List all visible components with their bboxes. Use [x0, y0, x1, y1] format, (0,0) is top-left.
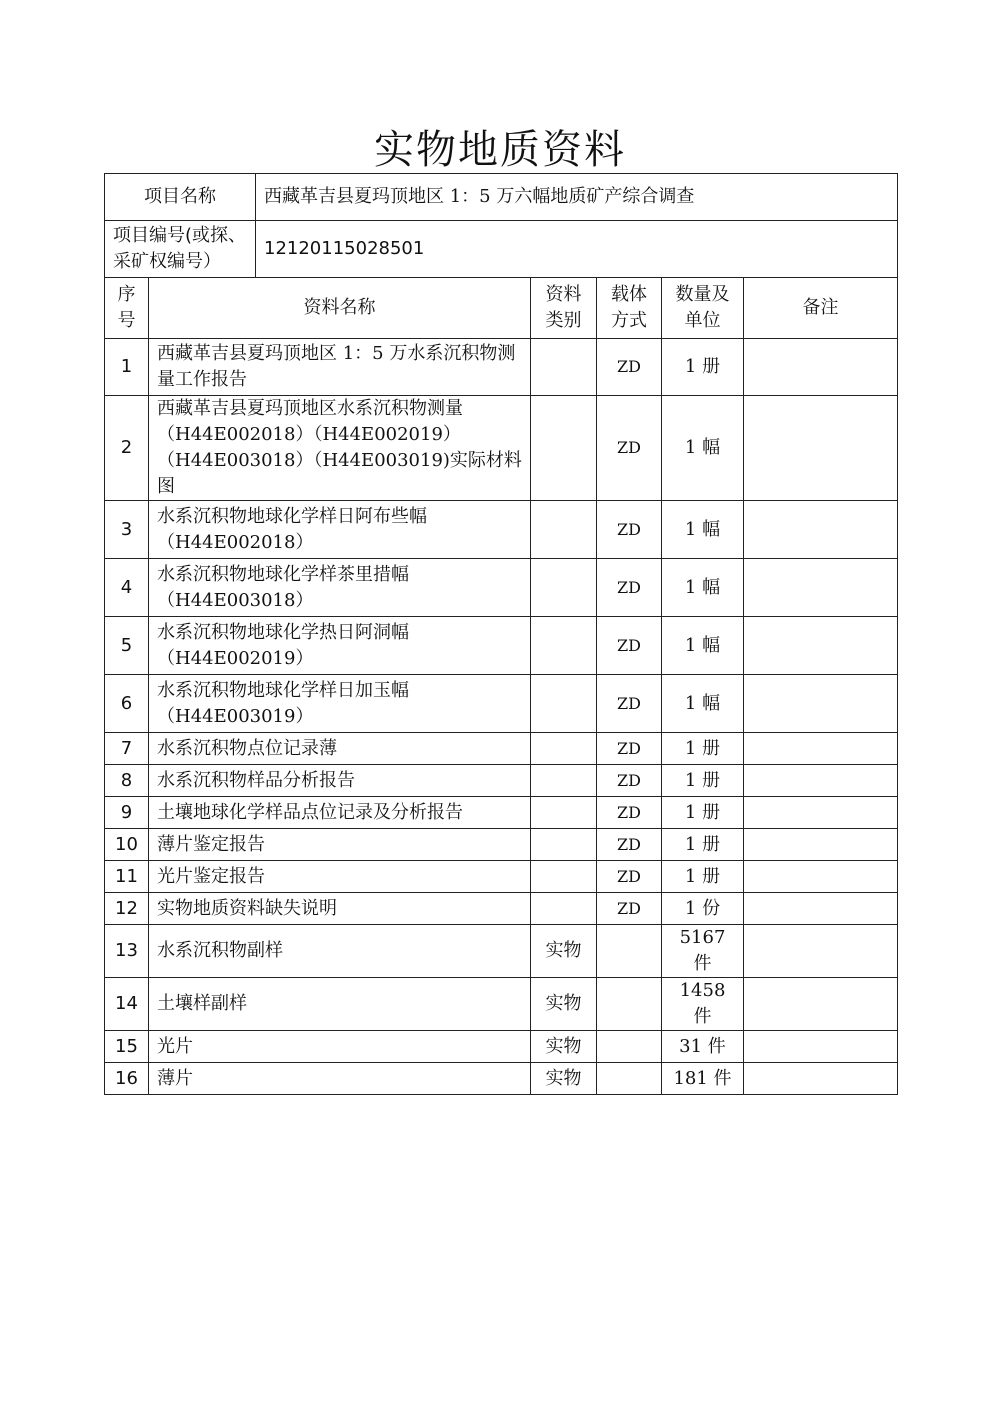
row-remark	[744, 675, 898, 733]
row-quantity: 1 册	[662, 339, 744, 396]
row-name: 薄片	[149, 1063, 531, 1095]
row-seq: 2	[105, 396, 149, 501]
project-name-value: 西藏革吉县夏玛顶地区 1：5 万六幅地质矿产综合调查	[256, 174, 898, 221]
row-remark	[744, 1031, 898, 1063]
table-row	[105, 1031, 898, 1063]
row-carrier	[597, 1031, 662, 1063]
row-name: 水系沉积物副样	[149, 925, 531, 978]
row-name: 薄片鉴定报告	[149, 829, 531, 861]
row-category: 实物	[531, 1063, 597, 1095]
row-seq: 9	[105, 797, 149, 829]
table-row	[105, 861, 898, 893]
project-code-row	[105, 221, 898, 278]
row-seq: 13	[105, 925, 149, 978]
project-name-row	[105, 174, 898, 221]
row-seq: 3	[105, 501, 149, 559]
row-quantity: 1 幅	[662, 501, 744, 559]
table-row	[105, 617, 898, 675]
row-category: 实物	[531, 925, 597, 978]
header-row	[105, 278, 898, 339]
row-remark	[744, 1063, 898, 1095]
row-remark	[744, 829, 898, 861]
header-carrier: 载体方式	[597, 278, 662, 339]
row-name: 土壤地球化学样品点位记录及分析报告	[149, 797, 531, 829]
row-seq: 8	[105, 765, 149, 797]
row-remark	[744, 893, 898, 925]
table-row	[105, 396, 898, 501]
geology-data-table	[104, 173, 898, 1095]
row-category	[531, 765, 597, 797]
header-remark: 备注	[744, 278, 898, 339]
row-category	[531, 396, 597, 501]
header-name: 资料名称	[149, 278, 531, 339]
row-remark	[744, 501, 898, 559]
table-row	[105, 978, 898, 1031]
table-row	[105, 501, 898, 559]
row-category: 实物	[531, 978, 597, 1031]
row-remark	[744, 978, 898, 1031]
table-row	[105, 893, 898, 925]
row-quantity: 1 幅	[662, 675, 744, 733]
row-category	[531, 559, 597, 617]
row-carrier: ZD	[597, 829, 662, 861]
row-category	[531, 797, 597, 829]
row-category	[531, 861, 597, 893]
row-category	[531, 339, 597, 396]
header-category: 资料类别	[531, 278, 597, 339]
row-category	[531, 675, 597, 733]
table-row	[105, 1063, 898, 1095]
page-title: 实物地质资料	[374, 127, 626, 173]
row-remark	[744, 925, 898, 978]
row-seq: 12	[105, 893, 149, 925]
row-seq: 10	[105, 829, 149, 861]
row-seq: 14	[105, 978, 149, 1031]
row-remark	[744, 797, 898, 829]
row-seq: 1	[105, 339, 149, 396]
row-seq: 7	[105, 733, 149, 765]
row-quantity: 1 册	[662, 861, 744, 893]
row-remark	[744, 733, 898, 765]
row-category	[531, 617, 597, 675]
row-remark	[744, 396, 898, 501]
row-name: 水系沉积物样品分析报告	[149, 765, 531, 797]
row-seq: 6	[105, 675, 149, 733]
row-quantity: 1458 件	[662, 978, 744, 1031]
header-quantity: 数量及单位	[662, 278, 744, 339]
project-code-label: 项目编号(或探、采矿权编号）	[105, 221, 256, 278]
row-carrier: ZD	[597, 893, 662, 925]
row-seq: 16	[105, 1063, 149, 1095]
project-code-value: 12120115028501	[256, 221, 898, 278]
row-carrier: ZD	[597, 339, 662, 396]
table-row	[105, 765, 898, 797]
row-name: 实物地质资料缺失说明	[149, 893, 531, 925]
row-quantity: 181 件	[662, 1063, 744, 1095]
row-quantity: 1 册	[662, 829, 744, 861]
row-seq: 5	[105, 617, 149, 675]
row-quantity: 5167 件	[662, 925, 744, 978]
row-remark	[744, 861, 898, 893]
table-row	[105, 339, 898, 396]
row-category	[531, 893, 597, 925]
row-name: 光片	[149, 1031, 531, 1063]
row-carrier	[597, 1063, 662, 1095]
table-row	[105, 797, 898, 829]
table-row	[105, 925, 898, 978]
table-row	[105, 559, 898, 617]
row-name: 水系沉积物点位记录薄	[149, 733, 531, 765]
row-quantity: 1 册	[662, 797, 744, 829]
row-quantity: 1 册	[662, 765, 744, 797]
row-quantity: 1 册	[662, 733, 744, 765]
row-seq: 15	[105, 1031, 149, 1063]
row-carrier: ZD	[597, 733, 662, 765]
row-carrier: ZD	[597, 559, 662, 617]
row-name: 土壤样副样	[149, 978, 531, 1031]
row-carrier: ZD	[597, 765, 662, 797]
row-carrier: ZD	[597, 396, 662, 501]
row-remark	[744, 339, 898, 396]
row-quantity: 1 幅	[662, 559, 744, 617]
row-remark	[744, 617, 898, 675]
row-seq: 11	[105, 861, 149, 893]
table-row	[105, 733, 898, 765]
row-name: 水系沉积物地球化学热日阿洞幅（H44E002019）	[149, 617, 531, 675]
row-name: 水系沉积物地球化学样茶里措幅（H44E003018）	[149, 559, 531, 617]
row-carrier: ZD	[597, 675, 662, 733]
row-quantity: 1 份	[662, 893, 744, 925]
row-carrier: ZD	[597, 617, 662, 675]
row-carrier: ZD	[597, 797, 662, 829]
row-quantity: 31 件	[662, 1031, 744, 1063]
project-name-label: 项目名称	[105, 174, 256, 221]
row-carrier	[597, 925, 662, 978]
table-row	[105, 829, 898, 861]
row-seq: 4	[105, 559, 149, 617]
row-quantity: 1 幅	[662, 617, 744, 675]
row-name: 光片鉴定报告	[149, 861, 531, 893]
row-remark	[744, 559, 898, 617]
row-category	[531, 829, 597, 861]
row-name: 西藏革吉县夏玛顶地区 1：5 万水系沉积物测量工作报告	[149, 339, 531, 396]
header-seq: 序号	[105, 278, 149, 339]
row-remark	[744, 765, 898, 797]
row-name: 水系沉积物地球化学样日阿布些幅（H44E002018）	[149, 501, 531, 559]
row-category	[531, 733, 597, 765]
row-category	[531, 501, 597, 559]
row-carrier: ZD	[597, 501, 662, 559]
row-carrier	[597, 978, 662, 1031]
table-row	[105, 675, 898, 733]
row-category: 实物	[531, 1031, 597, 1063]
row-name: 水系沉积物地球化学样日加玉幅（H44E003019）	[149, 675, 531, 733]
row-quantity: 1 幅	[662, 396, 744, 501]
row-name: 西藏革吉县夏玛顶地区水系沉积物测量（H44E002018）（H44E002019）（H44E003018）（H44E003019)实际材料图	[149, 396, 531, 501]
row-carrier: ZD	[597, 861, 662, 893]
